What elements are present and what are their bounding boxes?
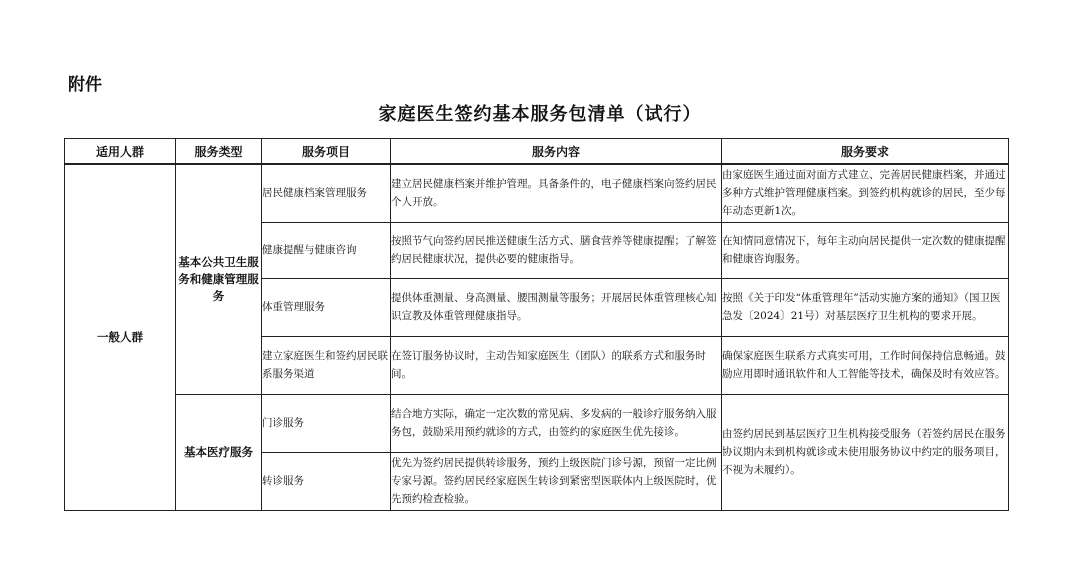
table-header-row — [65, 139, 1009, 165]
service-requirement-cell: 由签约居民到基层医疗卫生机构接受服务（若签约居民在服务协议期内未到机构就诊或未使用服务协议中约定的服务项目，不视为未履约）。 — [722, 394, 1009, 510]
service-requirement-cell: 按照《关于印发“体重管理年”活动实施方案的通知》（国卫医急发〔2024〕21号）对基层医疗卫生机构的要求开展。 — [722, 278, 1009, 336]
service-item-cell: 体重管理服务 — [262, 278, 391, 336]
table-row — [65, 394, 1009, 452]
service-content-cell: 提供体重测量、身高测量、腰围测量等服务；开展居民体重管理核心知识宣教及体重管理健康指导。 — [391, 278, 722, 336]
population-cell: 一般人群 — [65, 164, 176, 510]
header-service-item: 服务项目 — [262, 139, 391, 165]
service-content-cell: 优先为签约居民提供转诊服务，预约上级医院门诊号源，预留一定比例专家号源。签约居民经家庭医生转诊到紧密型医联体内上级医院时，优先预约检查检验。 — [391, 452, 722, 510]
document-title: 家庭医生签约基本服务包清单（试行） — [378, 104, 702, 125]
table-row — [65, 164, 1009, 222]
header-population: 适用人群 — [65, 139, 176, 165]
service-item-cell: 建立家庭医生和签约居民联系服务渠道 — [262, 336, 391, 394]
service-requirement-cell: 确保家庭医生联系方式真实可用，工作时间保持信息畅通。鼓励应用即时通讯软件和人工智能等技术，确保及时有效应答。 — [722, 336, 1009, 394]
service-item-cell: 健康提醒与健康咨询 — [262, 222, 391, 278]
service-type-cell: 基本医疗服务 — [176, 394, 262, 510]
service-content-cell: 建立居民健康档案并维护管理。具备条件的，电子健康档案向签约居民个人开放。 — [391, 164, 722, 222]
service-content-cell: 在签订服务协议时，主动告知家庭医生（团队）的联系方式和服务时间。 — [391, 336, 722, 394]
service-package-table — [64, 138, 1009, 511]
header-service-requirement: 服务要求 — [722, 139, 1009, 165]
service-requirement-cell: 由家庭医生通过面对面方式建立、完善居民健康档案，并通过多种方式维护管理健康档案。到签约机构就诊的居民，至少每年动态更新1次。 — [722, 164, 1009, 222]
service-content-cell: 结合地方实际，确定一定次数的常见病、多发病的一般诊疗服务纳入服务包，鼓励采用预约就诊的方式，由签约的家庭医生优先接诊。 — [391, 394, 722, 452]
service-item-cell: 转诊服务 — [262, 452, 391, 510]
service-type-cell: 基本公共卫生服务和健康管理服务 — [176, 164, 262, 394]
service-content-cell: 按照节气向签约居民推送健康生活方式、膳食营养等健康提醒；了解签约居民健康状况，提供必要的健康指导。 — [391, 222, 722, 278]
service-item-cell: 居民健康档案管理服务 — [262, 164, 391, 222]
attachment-label: 附件 — [68, 75, 102, 95]
header-service-type: 服务类型 — [176, 139, 262, 165]
service-requirement-cell: 在知情同意情况下，每年主动向居民提供一定次数的健康提醒和健康咨询服务。 — [722, 222, 1009, 278]
header-service-content: 服务内容 — [391, 139, 722, 165]
service-item-cell: 门诊服务 — [262, 394, 391, 452]
